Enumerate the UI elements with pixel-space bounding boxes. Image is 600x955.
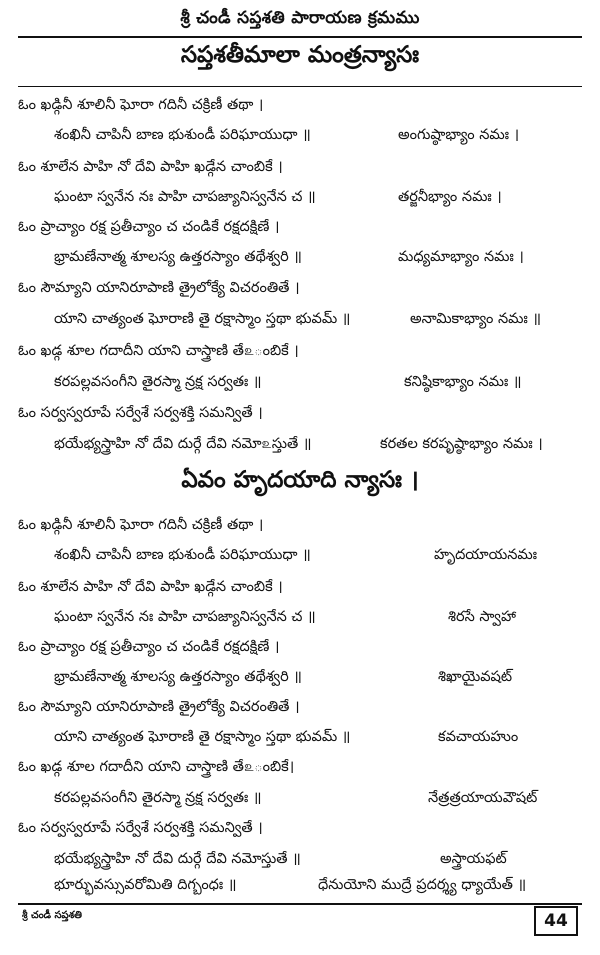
nyasa-label: నేత్రత్రయాయవౌషట్ bbox=[428, 790, 538, 806]
verse-line bbox=[0, 814, 600, 842]
verse-line bbox=[0, 723, 600, 751]
verse-text: యాని చాత్యంత ఘోరాణి తై రక్షాస్మాం స్తథా భువమ్ ॥ bbox=[54, 311, 351, 327]
verse-line bbox=[0, 511, 600, 539]
header-rule bbox=[18, 36, 582, 38]
verse-text: ఓం సౌమ్యాని యానిరూపాణి త్రైలోక్యే విచరంతితే । bbox=[18, 699, 300, 715]
verse-line bbox=[0, 91, 600, 119]
verse-line bbox=[0, 368, 600, 396]
footer-rule bbox=[18, 903, 582, 905]
page-number: 44 bbox=[534, 906, 578, 936]
verse-line bbox=[0, 243, 600, 271]
verse-text: కరపల్లవసంగీని తైరస్మా న్రక్ష సర్వతః ॥ bbox=[54, 790, 262, 806]
verse-text: ఓం శూలేన పాహి నో దేవి పాహి ఖడ్గేన చాంబికే । bbox=[18, 579, 283, 595]
verse-line bbox=[0, 183, 600, 211]
verse-text: ఘంటా స్వనేన నః పాహి చాపజ్యానిస్వనేన చ ॥ bbox=[54, 189, 316, 205]
nyasa-label: అంగుష్ఠాభ్యాం నమః । bbox=[398, 127, 520, 143]
verse-text: కరపల్లవసంగీని తైరస్మా న్రక్ష సర్వతః ॥ bbox=[54, 374, 262, 390]
verse-line bbox=[0, 633, 600, 661]
nyasa-label: కనిష్ఠికాభ్యాం నమః ॥ bbox=[404, 374, 522, 390]
verse-line bbox=[0, 274, 600, 302]
verse-line bbox=[0, 845, 600, 873]
nyasa-label: కరతల కరపృష్ఠాభ్యాం నమః । bbox=[380, 436, 543, 452]
verse-line bbox=[0, 153, 600, 181]
closing-text: భూర్భువస్సువరోమితి దిగ్బంధః ॥ bbox=[54, 877, 237, 893]
verse-line bbox=[0, 305, 600, 333]
verse-line bbox=[0, 213, 600, 241]
verse-text: భ్రామణేనాత్మ శూలస్య ఉత్తరస్యాం తథేశ్వరి ॥ bbox=[54, 669, 302, 685]
section-title-rule bbox=[18, 86, 582, 87]
closing-instruction: ధేనుయోని ముద్రే ప్రదర్శ్య ధ్యాయేత్ ॥ bbox=[318, 877, 527, 893]
verse-text: ఓం సర్వస్వరూపే సర్వేశే సర్వశక్తి సమన్వితే । bbox=[18, 820, 263, 836]
verse-text: ఓం ప్రాచ్యాం రక్ష ప్రతీచ్యాం చ చండికే రక్షదక్షిణే । bbox=[18, 639, 280, 655]
verse-text: శంఖినీ చాపినీ బాణ భుశుండీ పరిఘాయుధా ॥ bbox=[54, 547, 311, 563]
nyasa-label: శిరసే స్వాహా bbox=[448, 609, 516, 625]
verse-text: భయేభ్యస్త్రాహి నో దేవి దుర్గే దేవి నమో௨స్తుతే ॥ bbox=[54, 436, 312, 452]
nyasa-label: హృదయాయనమః bbox=[434, 547, 538, 563]
running-title: శ్రీ చండీ సప్తశతి పారాయణ క్రమము bbox=[180, 8, 420, 28]
verse-line bbox=[0, 663, 600, 691]
verse-text: ఓం ఖడ్గినీ శూలినీ ఘోరా గదినీ చక్రిణీ తథా । bbox=[18, 97, 264, 113]
section-title-mantra-nyasa: సప్తశతీమాలా మంత్రన్యాసః bbox=[180, 42, 420, 68]
section-title-hridayadi-nyasa: ఏవం హృదయాది న్యాసః । bbox=[181, 467, 419, 493]
verse-text: భ్రామణేనాత్మ శూలస్య ఉత్తరస్యాం తథేశ్వరి ॥ bbox=[54, 249, 302, 265]
verse-text: ఘంటా స్వనేన నః పాహి చాపజ్యానిస్వనేన చ ॥ bbox=[54, 609, 316, 625]
verse-text: ఓం ఖడ్గినీ శూలినీ ఘోరా గదినీ చక్రిణీ తథా । bbox=[18, 517, 264, 533]
nyasa-label: కవచాయహుం bbox=[438, 729, 519, 745]
verse-line bbox=[0, 541, 600, 569]
verse-text: ఓం శూలేన పాహి నో దేవి పాహి ఖడ్గేన చాంబికే । bbox=[18, 159, 283, 175]
verse-text: ఓం ఖడ్గ శూల గదాదీని యాని చాస్త్రాణి తే௨ంబికే । bbox=[18, 343, 299, 359]
verse-line bbox=[0, 753, 600, 781]
verse-text: ఓం సౌమ్యాని యానిరూపాణి త్రైలోక్యే విచరంతితే । bbox=[18, 280, 300, 296]
verse-text: భయేభ్యస్త్రాహి నో దేవి దుర్గే దేవి నమోస్తుతే ॥ bbox=[54, 851, 301, 867]
verse-text: ఓం ప్రాచ్యాం రక్ష ప్రతీచ్యాం చ చండికే రక్షదక్షిణే । bbox=[18, 219, 280, 235]
nyasa-label: మధ్యమాభ్యాం నమః । bbox=[398, 249, 524, 265]
nyasa-label: తర్జనీభ్యాం నమః । bbox=[398, 189, 502, 205]
nyasa-label: అనామికాభ్యాం నమః ॥ bbox=[410, 311, 542, 327]
nyasa-label: అస్త్రాయఫట్ bbox=[440, 851, 507, 867]
verse-text: ఓం ఖడ్గ శూల గదాదీని యాని చాస్త్రాణి తే௨ంబికే। bbox=[18, 759, 295, 775]
verse-text: శంఖినీ చాపినీ బాణ భుశుండీ పరిఘాయుధా ॥ bbox=[54, 127, 311, 143]
verse-line bbox=[0, 784, 600, 812]
verse-line bbox=[0, 603, 600, 631]
verse-line bbox=[0, 693, 600, 721]
verse-text: ఓం సర్వస్వరూపే సర్వేశే సర్వశక్తి సమన్వితే । bbox=[18, 405, 263, 421]
verse-line bbox=[0, 121, 600, 149]
footer-book-title: శ్రీ చండీ సప్తశతి bbox=[22, 910, 82, 921]
verse-line bbox=[0, 399, 600, 427]
verse-line bbox=[0, 337, 600, 365]
nyasa-label: శిఖాయైవషట్ bbox=[438, 669, 513, 685]
verse-line bbox=[0, 573, 600, 601]
verse-line bbox=[0, 430, 600, 458]
closing-line bbox=[0, 871, 600, 899]
verse-text: యాని చాత్యంత ఘోరాణి తై రక్షాస్మాం స్తథా భువమ్ ॥ bbox=[54, 729, 351, 745]
